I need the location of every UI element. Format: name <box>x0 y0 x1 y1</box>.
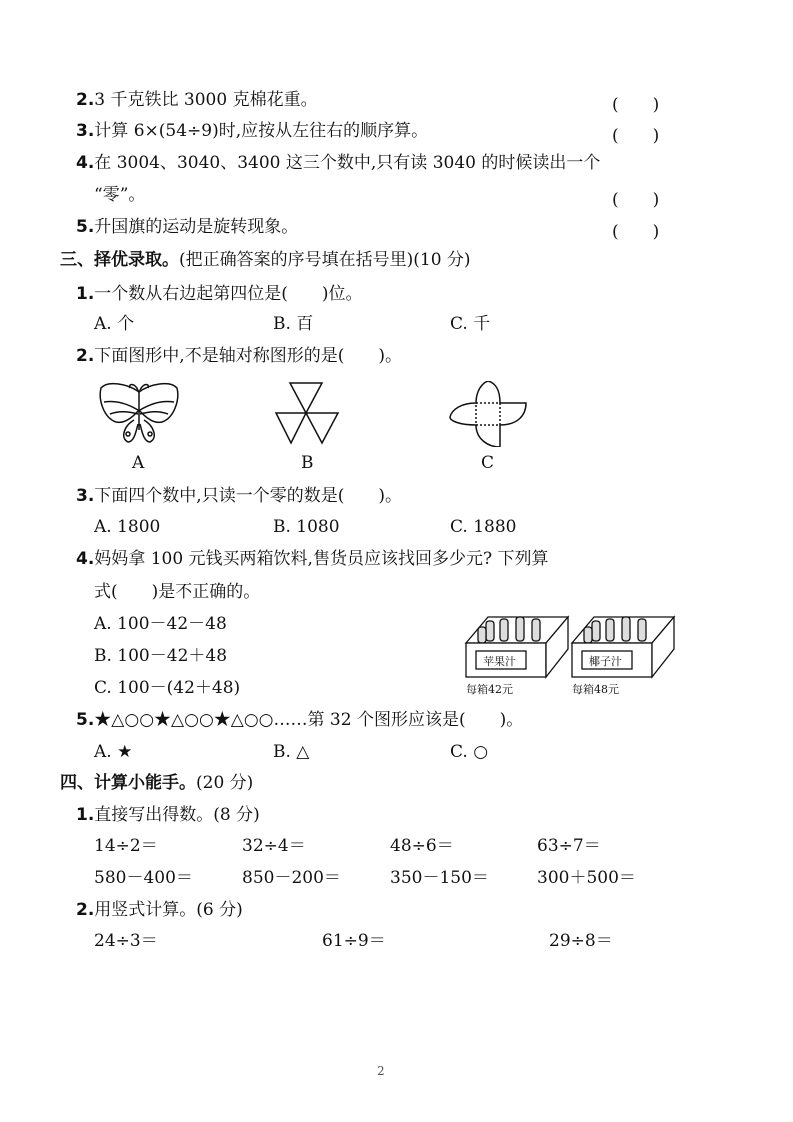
option[interactable]: C. ○ <box>450 742 489 762</box>
judge-item-4: 4.在 3004、3040、3400 这三个数中,只有读 3040 的时候读出一个 <box>76 153 601 173</box>
section-4-heading: 四、计算小能手。(20 分) <box>60 773 254 793</box>
option[interactable]: B. 1080 <box>273 517 340 537</box>
problem: 850－200＝ <box>242 868 341 888</box>
option[interactable]: A. 100－42－48 <box>94 614 227 634</box>
problem: 61÷9＝ <box>322 931 386 951</box>
problem: 32÷4＝ <box>242 836 306 856</box>
pinwheel-figure <box>448 381 528 447</box>
box-label: 苹果汁 <box>483 655 516 668</box>
option[interactable]: A. 个 <box>94 314 135 334</box>
box-price: 每箱48元 <box>572 683 619 696</box>
answer-bracket[interactable]: ( ) <box>612 126 660 146</box>
problem: 580－400＝ <box>94 868 193 888</box>
judge-item-5: 5.升国旗的运动是旋转现象。 <box>76 217 299 237</box>
answer-bracket[interactable]: ( ) <box>612 222 660 242</box>
calc-q2: 2.用竖式计算。(6 分) <box>76 900 243 920</box>
judge-item-4-cont: “零”。 <box>94 185 146 205</box>
choice-q4-cont: 式( )是不正确的。 <box>94 582 261 602</box>
option[interactable]: B. 百 <box>273 314 314 334</box>
option[interactable]: A. 1800 <box>94 517 161 537</box>
answer-bracket[interactable]: ( ) <box>612 190 660 210</box>
option[interactable]: B. 100－42＋48 <box>94 646 228 666</box>
problem: 300＋500＝ <box>537 868 636 888</box>
option[interactable]: B. △ <box>273 742 310 762</box>
figure-label-c: C <box>481 453 495 473</box>
box-label: 椰子汁 <box>589 655 622 668</box>
apple-juice-box-image <box>464 613 570 679</box>
choice-q3: 3.下面四个数中,只读一个零的数是( )。 <box>76 486 402 506</box>
page-number: 2 <box>377 1064 385 1078</box>
problem: 29÷8＝ <box>549 931 613 951</box>
choice-q5: 5.★△○○★△○○★△○○……第 32 个图形应该是( )。 <box>76 710 524 730</box>
figure-label-b: B <box>301 453 314 473</box>
butterfly-figure <box>98 380 180 446</box>
choice-q4: 4.妈妈拿 100 元钱买两箱饮料,售货员应该找回多少元? 下列算 <box>76 549 549 569</box>
option[interactable]: C. 100－(42＋48) <box>94 678 241 698</box>
answer-bracket[interactable]: ( ) <box>612 95 660 115</box>
box-price: 每箱42元 <box>466 683 513 696</box>
coconut-juice-box-image <box>570 613 676 679</box>
problem: 14÷2＝ <box>94 836 158 856</box>
option[interactable]: C. 千 <box>450 314 491 334</box>
section-3-heading: 三、择优录取。(把正确答案的序号填在括号里)(10 分) <box>60 250 471 270</box>
option[interactable]: A. ★ <box>94 742 133 762</box>
three-triangles-figure <box>274 381 340 447</box>
option[interactable]: C. 1880 <box>450 517 517 537</box>
figure-label-a: A <box>132 453 145 473</box>
choice-q1: 1.一个数从右边起第四位是( )位。 <box>76 284 363 304</box>
problem: 63÷7＝ <box>537 836 601 856</box>
judge-item-2: 2.3 千克铁比 3000 克棉花重。 <box>76 90 318 110</box>
judge-item-3: 3.计算 6×(54÷9)时,应按从左往右的顺序算。 <box>76 121 429 141</box>
problem: 48÷6＝ <box>390 836 454 856</box>
calc-q1: 1.直接写出得数。(8 分) <box>76 805 260 825</box>
problem: 24÷3＝ <box>94 931 158 951</box>
choice-q2: 2.下面图形中,不是轴对称图形的是( )。 <box>76 346 402 366</box>
problem: 350－150＝ <box>390 868 489 888</box>
